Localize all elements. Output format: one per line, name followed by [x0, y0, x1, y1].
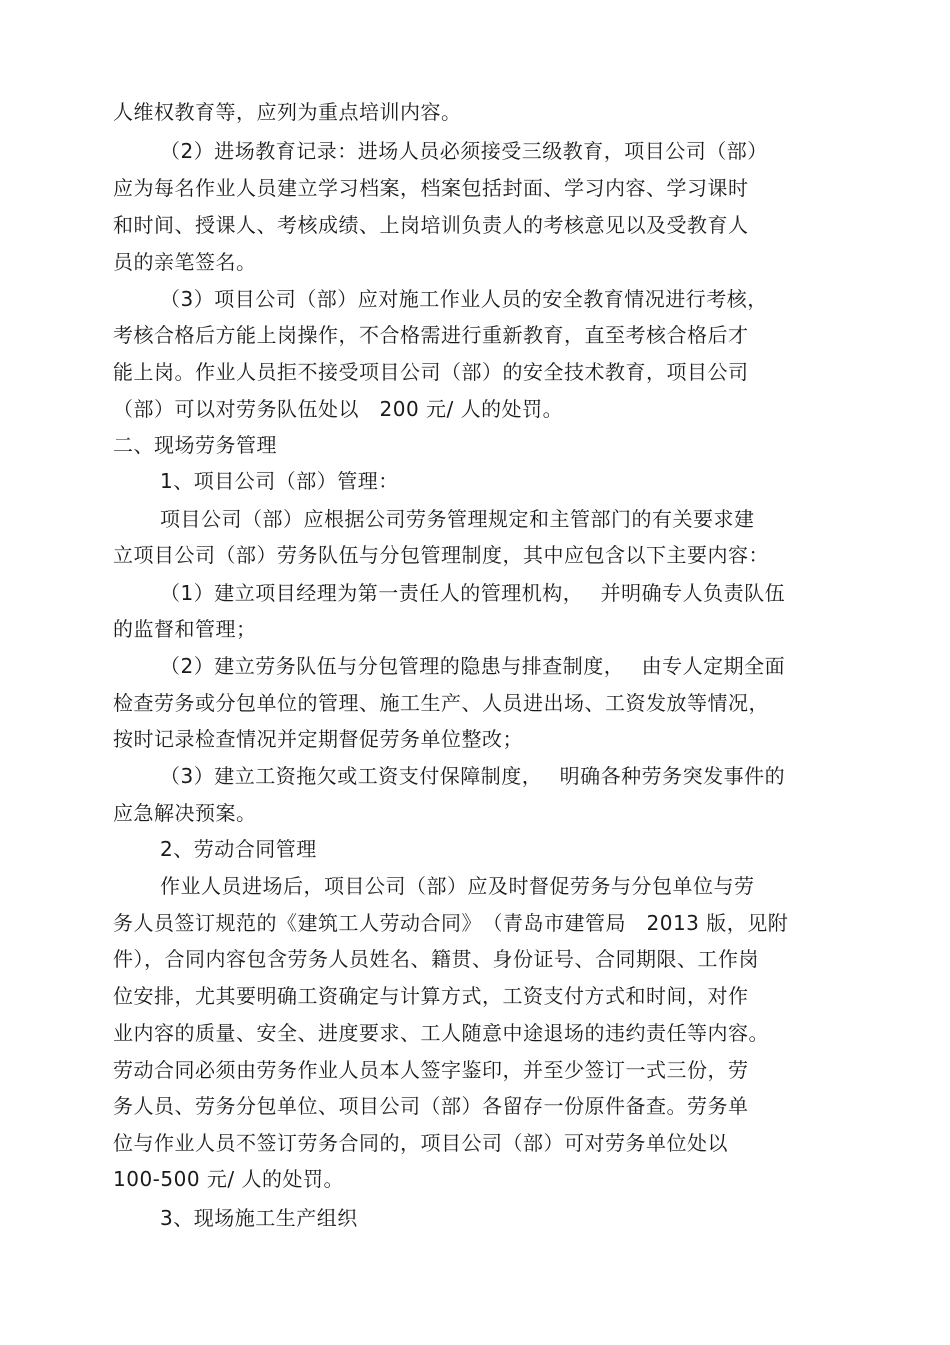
- text-line: （1）建立项目经理为第一责任人的管理机构， 并明确专人负责队伍: [160, 581, 786, 605]
- text-line: （2）建立劳务队伍与分包管理的隐患与排查制度， 由专人定期全面: [160, 654, 786, 678]
- text-line: 按时记录检查情况并定期督促劳务单位整改；: [113, 727, 523, 751]
- text-line: 位与作业人员不签订劳务合同的，项目公司（部）可对劳务单位处以: [113, 1131, 728, 1155]
- text-line: 员的亲笔签名。: [113, 250, 257, 274]
- text-line: （部）可以对劳务队伍处以 200 元/ 人的处罚。: [113, 397, 564, 421]
- text-line: 位安排，尤其要明确工资确定与计算方式，工资支付方式和时间，对作: [113, 984, 749, 1008]
- text-line: 作业人员进场后，项目公司（部）应及时督促劳务与分包单位与劳: [160, 874, 755, 898]
- text-line: （3）项目公司（部）应对施工作业人员的安全教育情况进行考核，: [160, 287, 768, 311]
- text-line: 劳动合同必须由劳务作业人员本人签字鉴印，并至少签订一式三份，劳: [113, 1058, 749, 1082]
- text-line: 务人员签订规范的《建筑工人劳动合同》 （青岛市建管局 2013 版，见附: [113, 911, 789, 935]
- text-line: 项目公司（部）应根据公司劳务管理规定和主管部门的有关要求建: [160, 507, 755, 531]
- text-line: 检查劳务或分包单位的管理、施工生产、人员进出场、工资发放等情况，: [113, 691, 769, 715]
- text-line: 人维权教育等，应列为重点培训内容。: [113, 100, 462, 124]
- text-line: （2）进场教育记录：进场人员必须接受三级教育，项目公司（部）: [160, 139, 768, 163]
- text-line: 100-500 元/ 人的处罚。: [113, 1167, 345, 1191]
- text-line: 考核合格后方能上岗操作，不合格需进行重新教育，直至考核合格后才: [113, 323, 749, 347]
- subsection-heading: 2、劳动合同管理: [160, 837, 317, 861]
- subsection-heading: 3、现场施工生产组织: [160, 1206, 358, 1230]
- text-line: 业内容的质量、安全、进度要求、工人随意中途退场的违约责任等内容。: [113, 1021, 769, 1045]
- text-line: （3）建立工资拖欠或工资支付保障制度， 明确各种劳务突发事件的: [160, 764, 786, 788]
- text-line: 应为每名作业人员建立学习档案，档案包括封面、学习内容、学习课时: [113, 176, 749, 200]
- text-line: 应急解决预案。: [113, 801, 257, 825]
- text-line: 立项目公司（部）劳务队伍与分包管理制度，其中应包含以下主要内容：: [113, 543, 769, 567]
- text-line: 和时间、授课人、考核成绩、上岗培训负责人的考核意见以及受教育人: [113, 213, 749, 237]
- text-line: 件），合同内容包含劳务人员姓名、籍贯、身份证号、合同期限、工作岗: [113, 947, 759, 971]
- text-line: 务人员、劳务分包单位、项目公司（部）各留存一份原件备查。劳务单: [113, 1094, 749, 1118]
- text-line: 的监督和管理；: [113, 617, 257, 641]
- subsection-heading: 1、项目公司（部）管理：: [160, 469, 399, 493]
- text-line: 能上岗。作业人员拒不接受项目公司（部）的安全技术教育，项目公司: [113, 360, 749, 384]
- section-heading: 二、现场劳务管理: [113, 433, 277, 457]
